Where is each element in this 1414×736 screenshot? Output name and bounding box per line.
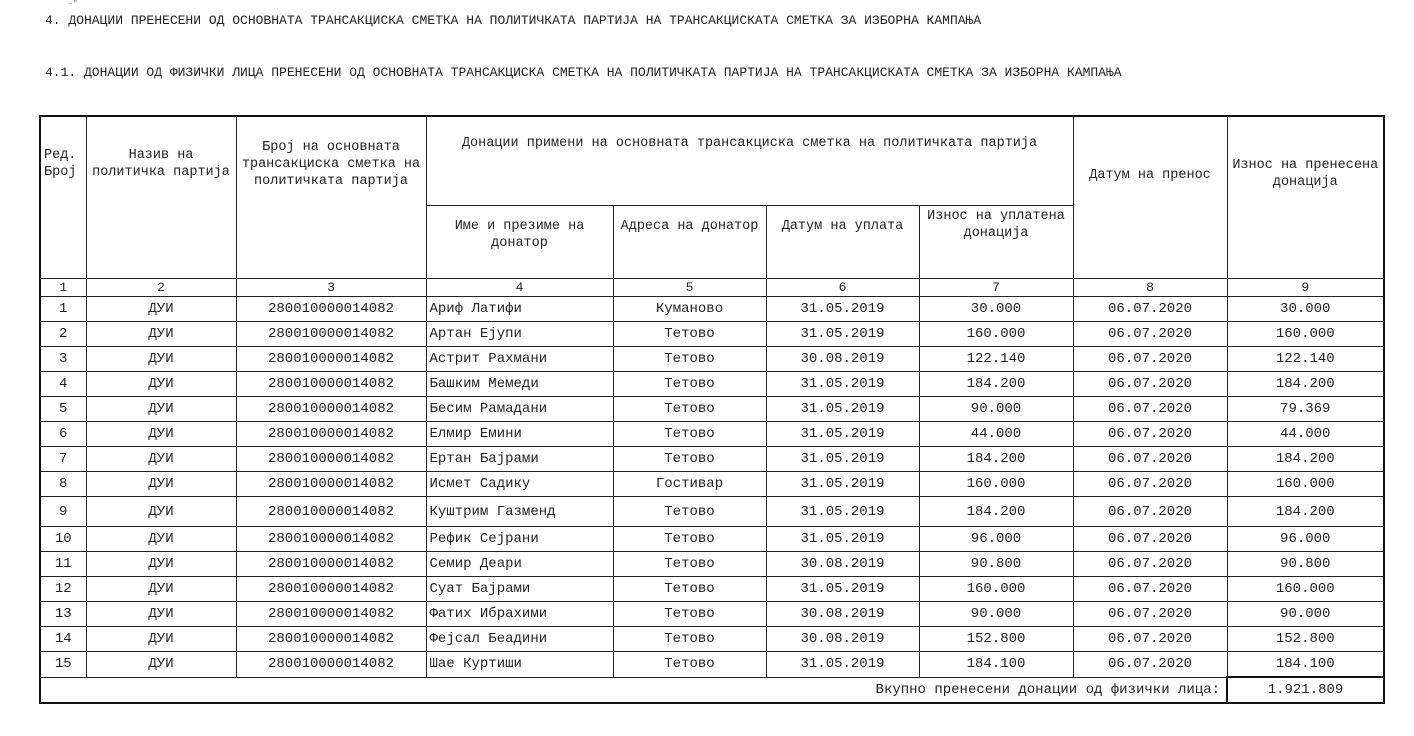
account-cell: 280010000014082: [236, 397, 426, 422]
transfer-date-cell: 06.07.2020: [1073, 297, 1227, 322]
account-cell: 280010000014082: [236, 297, 426, 322]
donor-address-cell: Тетово: [613, 347, 766, 372]
paid-amount-cell: 90.000: [919, 602, 1073, 627]
header-paid-amount: Износ на уплатена донација: [919, 206, 1073, 279]
account-cell: 280010000014082: [236, 627, 426, 652]
table-row: [40, 602, 1384, 627]
account-cell: 280010000014082: [236, 552, 426, 577]
transfer-date-cell: 06.07.2020: [1073, 347, 1227, 372]
transfer-date-cell: 06.07.2020: [1073, 497, 1227, 527]
donor-name-cell: Фејсал Беадини: [426, 627, 613, 652]
row-number-cell: 1: [40, 297, 86, 322]
transferred-amount-cell: 160.000: [1227, 577, 1384, 602]
payment-date-cell: 31.05.2019: [766, 397, 919, 422]
party-cell: ДУИ: [86, 447, 236, 472]
account-cell: 280010000014082: [236, 322, 426, 347]
account-cell: 280010000014082: [236, 422, 426, 447]
payment-date-cell: 31.05.2019: [766, 422, 919, 447]
account-cell: 280010000014082: [236, 527, 426, 552]
header-payment-date: Датум на уплата: [766, 206, 919, 279]
account-cell: 280010000014082: [236, 497, 426, 527]
donor-address-cell: Тетово: [613, 527, 766, 552]
transfer-date-cell: 06.07.2020: [1073, 397, 1227, 422]
header-donor-address: Адреса на донатор: [613, 206, 766, 279]
scan-mark: -": [68, 0, 78, 9]
donor-address-cell: Тетово: [613, 577, 766, 602]
transfer-date-cell: 06.07.2020: [1073, 602, 1227, 627]
party-cell: ДУИ: [86, 297, 236, 322]
account-cell: 280010000014082: [236, 447, 426, 472]
donor-address-cell: Тетово: [613, 447, 766, 472]
party-cell: ДУИ: [86, 552, 236, 577]
donor-address-cell: Тетово: [613, 552, 766, 577]
donor-name-cell: Ариф Латифи: [426, 297, 613, 322]
table-row: [40, 527, 1384, 552]
transfer-date-cell: 06.07.2020: [1073, 652, 1227, 678]
donor-address-cell: Тетово: [613, 322, 766, 347]
donor-name-cell: Шае Куртиши: [426, 652, 613, 678]
table-row: [40, 297, 1384, 322]
payment-date-cell: 31.05.2019: [766, 652, 919, 678]
donor-name-cell: Бесим Рамадани: [426, 397, 613, 422]
subsection-heading: 4.1. ДОНАЦИИ ОД ФИЗИЧКИ ЛИЦА ПРЕНЕСЕНИ ОД ОСНОВНАТА ТРАНСАКЦИСКА СМЕТКА НА ПОЛИТИЧКАТА ПАРТИЈА НА ТРАНСАКЦИСКАТА СМЕТКА ЗА ИЗБОРНА КАМПАЊА: [45, 65, 1122, 80]
donor-address-cell: Тетово: [613, 372, 766, 397]
paid-amount-cell: 184.200: [919, 497, 1073, 527]
transferred-amount-cell: 184.100: [1227, 652, 1384, 678]
payment-date-cell: 31.05.2019: [766, 527, 919, 552]
paid-amount-cell: 90.000: [919, 397, 1073, 422]
transfer-date-cell: 06.07.2020: [1073, 322, 1227, 347]
transferred-amount-cell: 96.000: [1227, 527, 1384, 552]
row-number-cell: 13: [40, 602, 86, 627]
column-number: 6: [766, 279, 919, 297]
table-row: [40, 447, 1384, 472]
account-cell: 280010000014082: [236, 372, 426, 397]
donor-name-cell: Куштрим Газменд: [426, 497, 613, 527]
transfer-date-cell: 06.07.2020: [1073, 472, 1227, 497]
paid-amount-cell: 184.200: [919, 447, 1073, 472]
donor-name-cell: Рефик Сејрани: [426, 527, 613, 552]
donor-name-cell: Артан Ејупи: [426, 322, 613, 347]
payment-date-cell: 30.08.2019: [766, 552, 919, 577]
donor-name-cell: Исмет Садику: [426, 472, 613, 497]
paid-amount-cell: 160.000: [919, 577, 1073, 602]
donor-address-cell: Тетово: [613, 397, 766, 422]
party-cell: ДУИ: [86, 497, 236, 527]
row-number-cell: 4: [40, 372, 86, 397]
table-row: [40, 347, 1384, 372]
column-number: 7: [919, 279, 1073, 297]
table-row: [40, 422, 1384, 447]
account-cell: 280010000014082: [236, 577, 426, 602]
table-row: [40, 577, 1384, 602]
column-number: 8: [1073, 279, 1227, 297]
transferred-amount-cell: 152.800: [1227, 627, 1384, 652]
paid-amount-cell: 44.000: [919, 422, 1073, 447]
row-number-cell: 5: [40, 397, 86, 422]
party-cell: ДУИ: [86, 652, 236, 678]
header-party: Назив на политичка партија: [86, 116, 236, 279]
donor-name-cell: Ертан Бајрами: [426, 447, 613, 472]
column-number: 5: [613, 279, 766, 297]
header-row-number: Ред.Број: [40, 116, 86, 279]
table-row: [40, 322, 1384, 347]
party-cell: ДУИ: [86, 397, 236, 422]
party-cell: ДУИ: [86, 527, 236, 552]
donor-name-cell: Суат Бајрами: [426, 577, 613, 602]
row-number-cell: 6: [40, 422, 86, 447]
account-cell: 280010000014082: [236, 347, 426, 372]
table-row: [40, 652, 1384, 678]
column-number: 2: [86, 279, 236, 297]
paid-amount-cell: 184.100: [919, 652, 1073, 678]
donor-address-cell: Куманово: [613, 297, 766, 322]
payment-date-cell: 31.05.2019: [766, 577, 919, 602]
payment-date-cell: 30.08.2019: [766, 627, 919, 652]
donor-name-cell: Семир Деари: [426, 552, 613, 577]
donor-address-cell: Гостивар: [613, 472, 766, 497]
table-row: [40, 397, 1384, 422]
row-number-cell: 11: [40, 552, 86, 577]
party-cell: ДУИ: [86, 372, 236, 397]
payment-date-cell: 30.08.2019: [766, 602, 919, 627]
paid-amount-cell: 30.000: [919, 297, 1073, 322]
table-row: [40, 372, 1384, 397]
table-row: [40, 472, 1384, 497]
donor-address-cell: Тетово: [613, 652, 766, 678]
transferred-amount-cell: 184.200: [1227, 372, 1384, 397]
paid-amount-cell: 152.800: [919, 627, 1073, 652]
row-number-cell: 10: [40, 527, 86, 552]
transfer-date-cell: 06.07.2020: [1073, 577, 1227, 602]
table-row: [40, 497, 1384, 527]
paid-amount-cell: 90.800: [919, 552, 1073, 577]
transfer-date-cell: 06.07.2020: [1073, 552, 1227, 577]
party-cell: ДУИ: [86, 472, 236, 497]
table-row: [40, 627, 1384, 652]
column-number: 4: [426, 279, 613, 297]
row-number-cell: 9: [40, 497, 86, 527]
paid-amount-cell: 96.000: [919, 527, 1073, 552]
column-number: 3: [236, 279, 426, 297]
donor-name-cell: Елмир Емини: [426, 422, 613, 447]
transferred-amount-cell: 79.369: [1227, 397, 1384, 422]
header-donations-group: Донации примени на основната трансакциска сметка на политичката партија: [426, 116, 1073, 206]
donor-name-cell: Фатих Ибрахими: [426, 602, 613, 627]
payment-date-cell: 30.08.2019: [766, 347, 919, 372]
column-number-row: [40, 279, 1384, 297]
transfer-date-cell: 06.07.2020: [1073, 627, 1227, 652]
transferred-amount-cell: 160.000: [1227, 322, 1384, 347]
paid-amount-cell: 184.200: [919, 372, 1073, 397]
donations-table: [39, 115, 1385, 704]
transferred-amount-cell: 160.000: [1227, 472, 1384, 497]
row-number-cell: 12: [40, 577, 86, 602]
account-cell: 280010000014082: [236, 652, 426, 678]
account-cell: 280010000014082: [236, 472, 426, 497]
transferred-amount-cell: 122.140: [1227, 347, 1384, 372]
transferred-amount-cell: 184.200: [1227, 497, 1384, 527]
paid-amount-cell: 160.000: [919, 472, 1073, 497]
transfer-date-cell: 06.07.2020: [1073, 527, 1227, 552]
column-number: 9: [1227, 279, 1384, 297]
donor-name-cell: Башким Мемеди: [426, 372, 613, 397]
payment-date-cell: 31.05.2019: [766, 472, 919, 497]
donor-address-cell: Тетово: [613, 602, 766, 627]
account-cell: 280010000014082: [236, 602, 426, 627]
table-row: [40, 552, 1384, 577]
party-cell: ДУИ: [86, 577, 236, 602]
total-label: Вкупно пренесени донации од физички лица:: [40, 677, 1227, 703]
party-cell: ДУИ: [86, 322, 236, 347]
transfer-date-cell: 06.07.2020: [1073, 447, 1227, 472]
row-number-cell: 15: [40, 652, 86, 678]
payment-date-cell: 31.05.2019: [766, 372, 919, 397]
row-number-cell: 2: [40, 322, 86, 347]
row-number-cell: 3: [40, 347, 86, 372]
payment-date-cell: 31.05.2019: [766, 297, 919, 322]
party-cell: ДУИ: [86, 627, 236, 652]
transferred-amount-cell: 90.000: [1227, 602, 1384, 627]
party-cell: ДУИ: [86, 347, 236, 372]
transferred-amount-cell: 184.200: [1227, 447, 1384, 472]
payment-date-cell: 31.05.2019: [766, 322, 919, 347]
transferred-amount-cell: 44.000: [1227, 422, 1384, 447]
header-donor-name: Име и презиме на донатор: [426, 206, 613, 279]
donor-address-cell: Тетово: [613, 422, 766, 447]
payment-date-cell: 31.05.2019: [766, 497, 919, 527]
header-transfer-date: Датум на пренос: [1073, 116, 1227, 279]
row-number-cell: 7: [40, 447, 86, 472]
header-account: Број на основната трансакциска сметка на политичката партија: [236, 116, 426, 279]
party-cell: ДУИ: [86, 422, 236, 447]
transfer-date-cell: 06.07.2020: [1073, 372, 1227, 397]
paid-amount-cell: 160.000: [919, 322, 1073, 347]
donor-address-cell: Тетово: [613, 497, 766, 527]
transferred-amount-cell: 90.800: [1227, 552, 1384, 577]
total-row: [40, 677, 1384, 703]
column-number: 1: [40, 279, 86, 297]
paid-amount-cell: 122.140: [919, 347, 1073, 372]
row-number-cell: 8: [40, 472, 86, 497]
donor-address-cell: Тетово: [613, 627, 766, 652]
party-cell: ДУИ: [86, 602, 236, 627]
header-transferred-amount: Износ на пренесена донација: [1227, 116, 1384, 279]
section-heading: 4. ДОНАЦИИ ПРЕНЕСЕНИ ОД ОСНОВНАТА ТРАНСАКЦИСКА СМЕТКА НА ПОЛИТИЧКАТА ПАРТИЈА НА ТРАНСАКЦИСКАТА СМЕТКА ЗА ИЗБОРНА КАМПАЊА: [45, 13, 982, 28]
donor-name-cell: Астрит Рахмани: [426, 347, 613, 372]
transferred-amount-cell: 30.000: [1227, 297, 1384, 322]
row-number-cell: 14: [40, 627, 86, 652]
payment-date-cell: 31.05.2019: [766, 447, 919, 472]
total-value: 1.921.809: [1227, 677, 1384, 703]
transfer-date-cell: 06.07.2020: [1073, 422, 1227, 447]
